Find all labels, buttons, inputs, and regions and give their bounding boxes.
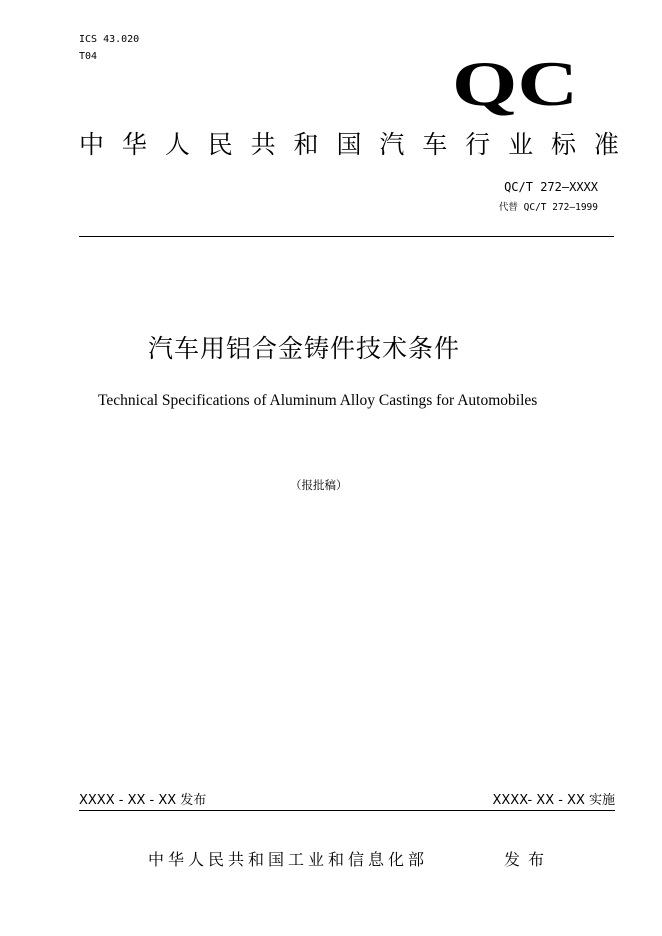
replaces-standard: 代替 QC/T 272—1999: [498, 202, 598, 213]
issue-date: XXXX - XX - XX 发布: [79, 793, 207, 808]
qc-logo-text: QC: [452, 50, 578, 119]
industry-title-char: 华: [121, 130, 147, 159]
document-title-en: Technical Specifications of Aluminum Alloy Castings for Automobiles: [98, 392, 538, 409]
industry-title-char: 准: [593, 130, 619, 159]
industry-title-char: 国: [336, 130, 362, 159]
qc-logo: [450, 50, 580, 120]
footer-divider: [79, 810, 615, 811]
classification-code: T04: [79, 51, 98, 62]
standard-number: QC/T 272—XXXX: [504, 180, 598, 194]
issue-label: 发布: [504, 850, 553, 869]
industry-standard-title: [79, 128, 619, 162]
industry-title-char: 共: [250, 130, 276, 159]
industry-title-char: 业: [508, 130, 534, 159]
document-title-cn: 汽车用铝合金铸件技术条件: [148, 334, 461, 363]
industry-title-char: 行: [465, 130, 491, 159]
industry-title-char: 人: [164, 130, 190, 159]
industry-title-char: 和: [293, 130, 319, 159]
issuing-authority: 中华人民共和国工业和信息化部: [148, 850, 429, 869]
industry-title-char: 标: [550, 130, 576, 159]
implementation-date: XXXX- XX - XX 实施: [492, 793, 615, 808]
industry-title-char: 中: [79, 130, 105, 159]
draft-status: （报批稿）: [290, 478, 348, 492]
industry-title-char: 民: [207, 130, 233, 159]
industry-title-char: 车: [422, 130, 448, 159]
ics-code: ICS 43.020: [79, 34, 140, 45]
industry-title-char: 汽: [379, 130, 405, 159]
header-divider: [79, 236, 614, 237]
